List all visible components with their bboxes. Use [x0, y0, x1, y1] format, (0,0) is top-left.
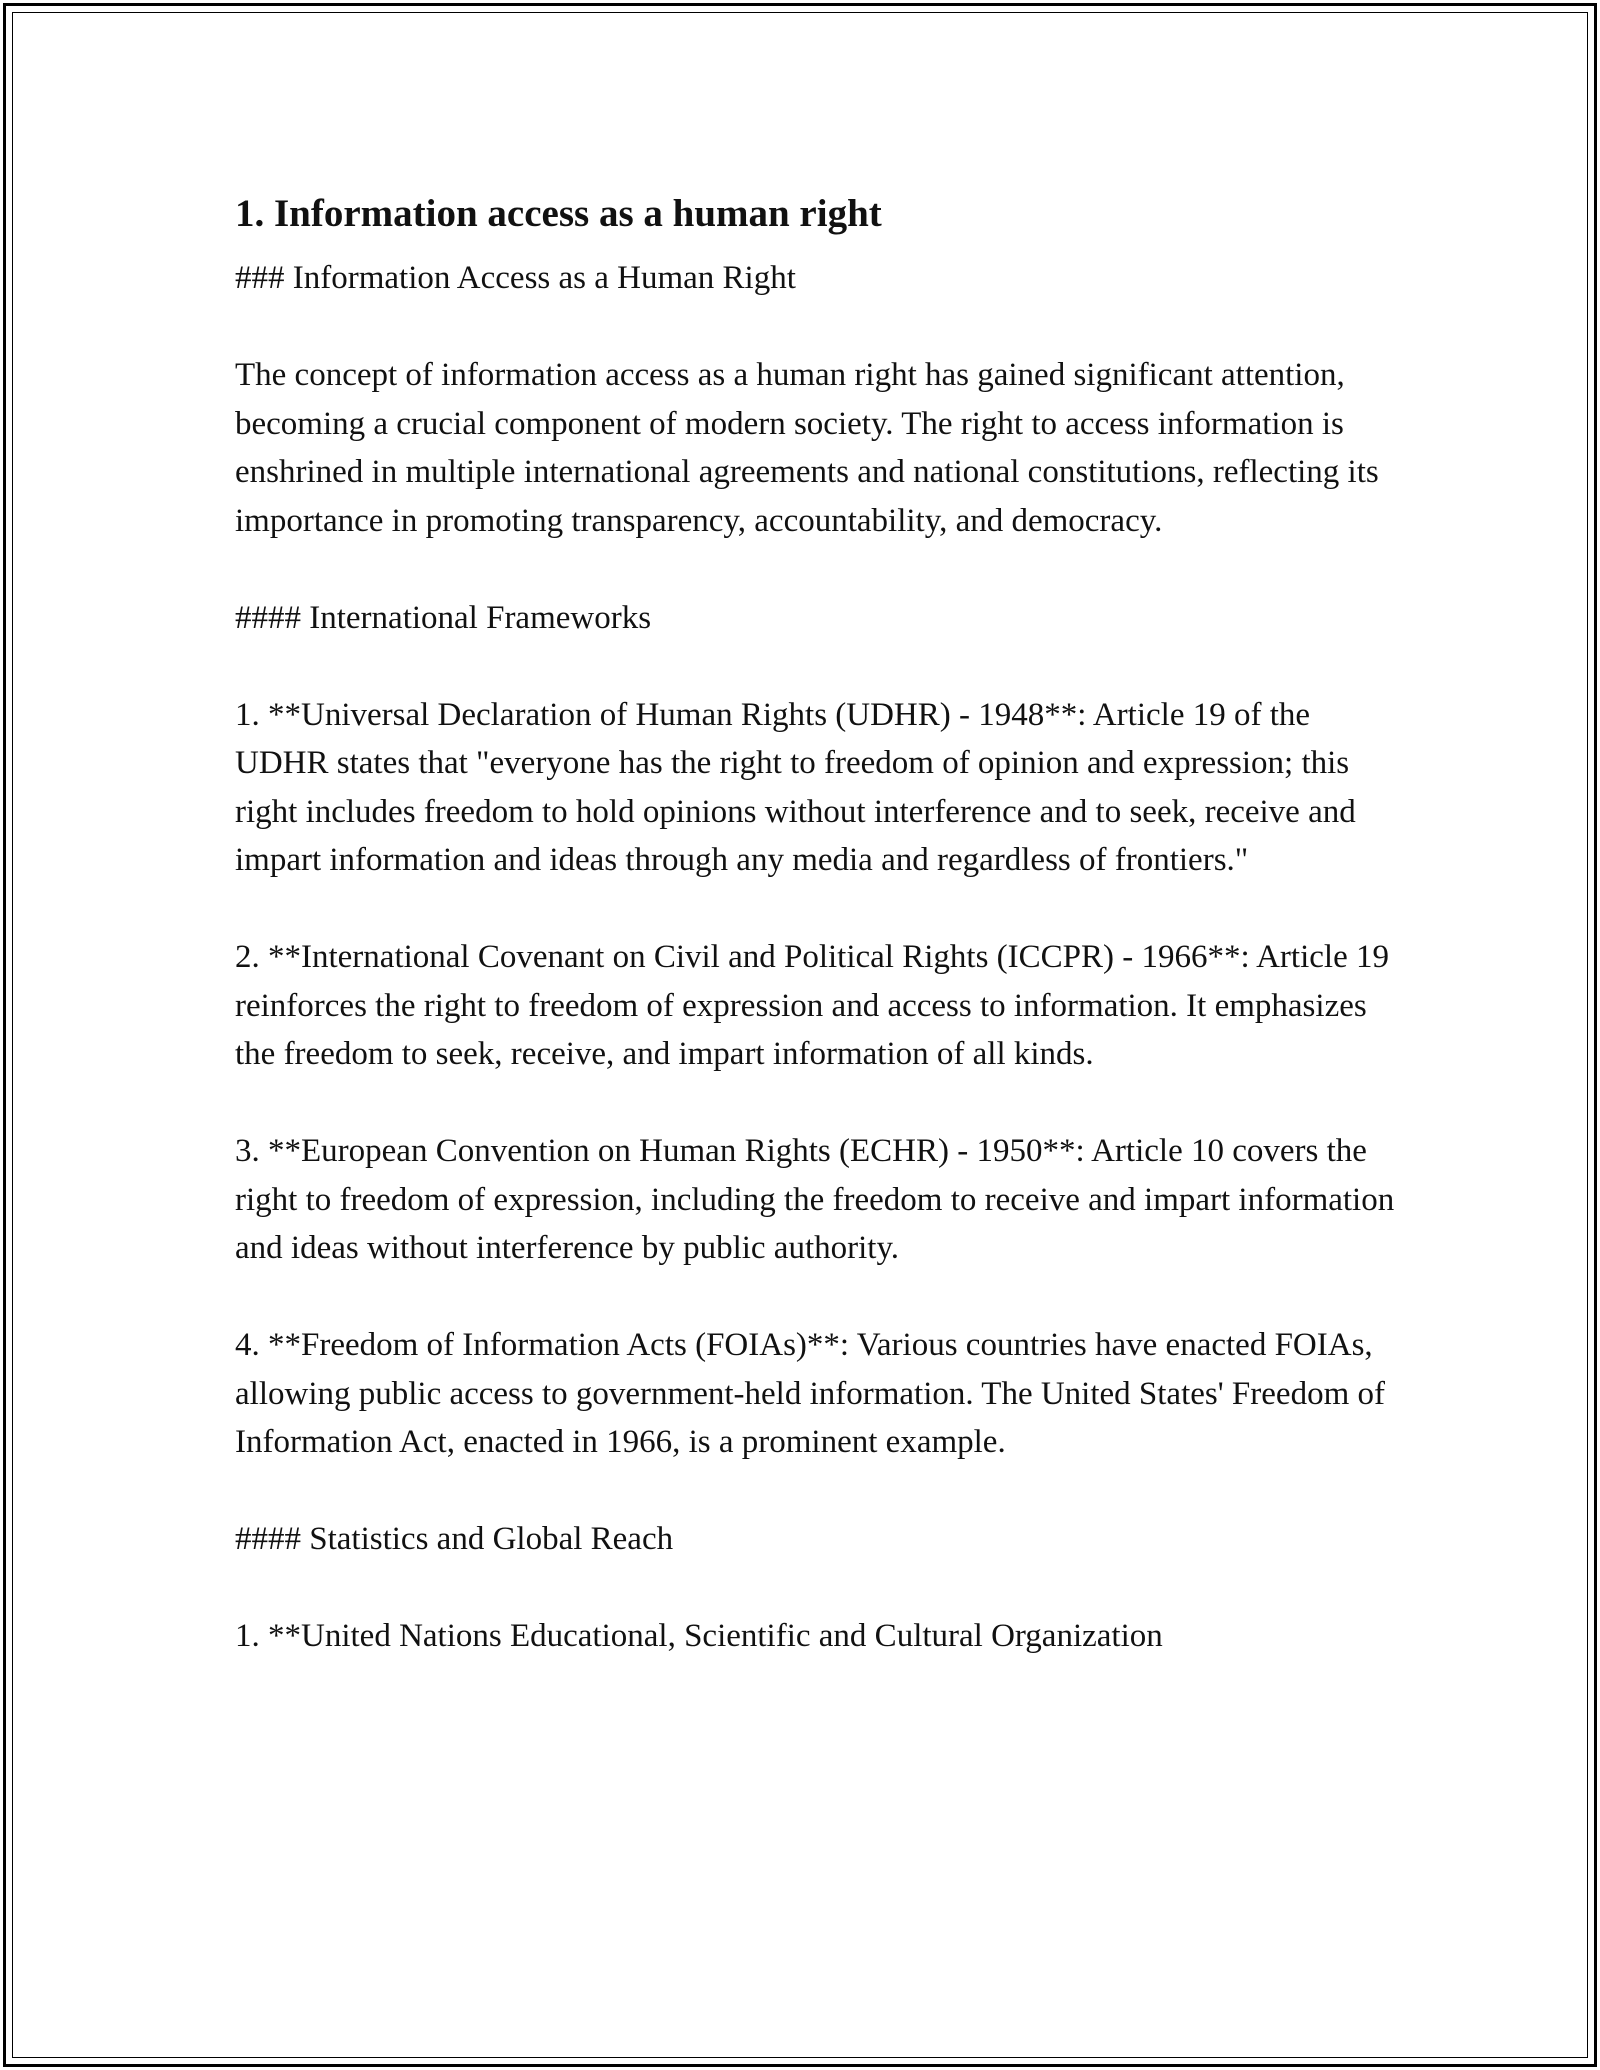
document-body — [235, 186, 1395, 1661]
list-item-foia: 4. **Freedom of Information Acts (FOIAs)**: Various countries have enacted FOIAs, allowing public access to government-held information. The United States' Freedom of Information Act, enacted in 1966, is a prominent example. — [235, 1327, 1385, 1460]
document-title: 1. Information access as a human right — [235, 192, 882, 235]
list-item-iccpr: 2. **International Covenant on Civil and Political Rights (ICCPR) - 1966**: Article 19 reinforces the right to freedom of expression and access to information. It emphasizes the freedom to seek, receive, and impart information of all kinds. — [235, 939, 1389, 1072]
list-item-unesco: 1. **United Nations Educational, Scientific and Cultural Organization — [235, 1618, 1163, 1654]
list-item-udhr: 1. **Universal Declaration of Human Rights (UDHR) - 1948**: Article 19 of the UDHR states that "everyone has the right to freedom of opinion and expression; this right includes freedom to hold opinions without interference and to seek, receive and impart information and ideas through any media and regardless of frontiers." — [235, 696, 1356, 878]
intro-paragraph: The concept of information access as a human right has gained significant attention, becoming a crucial component of modern society. The right to access information is enshrined in multiple international agreements and national constitutions, reflecting its importance in promoting transparency, accountability, and democracy. — [235, 357, 1379, 539]
section-heading-information-access: ### Information Access as a Human Right — [235, 260, 796, 296]
section-heading-statistics: #### Statistics and Global Reach — [235, 1521, 674, 1557]
section-heading-international-frameworks: #### International Frameworks — [235, 599, 652, 636]
list-item-echr: 3. **European Convention on Human Rights (ECHR) - 1950**: Article 10 covers the right to freedom of expression, including the freedom to receive and impart information and ideas without interference by public authority. — [235, 1133, 1395, 1266]
